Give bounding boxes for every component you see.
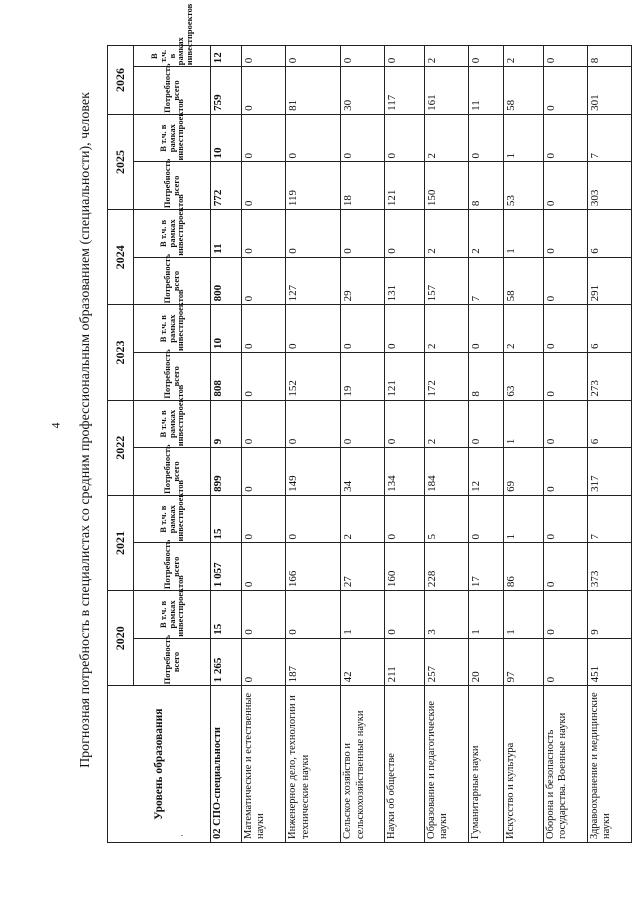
demand-total-header: Потребность всего — [134, 352, 211, 400]
investment-demand-cell: 0 — [285, 591, 340, 639]
investment-demand-cell: 1 — [468, 591, 503, 639]
table-row — [587, 46, 631, 843]
investment-demand-cell: 0 — [241, 210, 285, 258]
investment-demand-header: В т.ч. в рамках инвестпроектов — [134, 46, 211, 67]
demand-total-header: Потребность всего — [134, 448, 211, 496]
investment-demand-cell: 15 — [211, 495, 242, 543]
year-header: 2026 — [108, 46, 134, 115]
investment-demand-cell: 7 — [587, 495, 631, 543]
investment-demand-cell: 0 — [385, 46, 425, 67]
investment-demand-cell: 2 — [424, 114, 468, 162]
investment-demand-cell: 2 — [468, 210, 503, 258]
demand-total-cell: 27 — [341, 543, 385, 591]
demand-total-cell: 161 — [424, 67, 468, 115]
row-label: Гуманитарные науки — [468, 686, 503, 843]
investment-demand-cell: 0 — [341, 400, 385, 448]
investment-demand-cell: 2 — [341, 495, 385, 543]
year-header: 2022 — [108, 400, 134, 495]
demand-total-cell: 117 — [385, 67, 425, 115]
investment-demand-cell: 10 — [211, 305, 242, 353]
investment-demand-cell: 1 — [341, 591, 385, 639]
investment-demand-cell: 0 — [385, 400, 425, 448]
demand-total-cell: 127 — [285, 257, 340, 305]
investment-demand-cell: 9 — [587, 591, 631, 639]
investment-demand-cell: 0 — [468, 114, 503, 162]
demand-total-cell: 160 — [385, 543, 425, 591]
investment-demand-cell: 0 — [241, 46, 285, 67]
investment-demand-cell: 0 — [468, 46, 503, 67]
investment-demand-cell: 0 — [543, 114, 587, 162]
investment-demand-cell: 0 — [341, 46, 385, 67]
demand-total-cell: 30 — [341, 67, 385, 115]
investment-demand-header: В т.ч. в рамках инвестпроектов — [134, 400, 211, 448]
demand-total-cell: 301 — [587, 67, 631, 115]
demand-total-cell: 0 — [241, 448, 285, 496]
investment-demand-header: В т.ч. в рамках инвестпроектов — [134, 495, 211, 543]
investment-demand-cell: 1 — [504, 114, 544, 162]
investment-demand-cell: 12 — [211, 46, 242, 67]
investment-demand-cell: 2 — [424, 305, 468, 353]
year-header: 2021 — [108, 495, 134, 590]
year-header: 2020 — [108, 591, 134, 686]
investment-demand-cell: 0 — [543, 591, 587, 639]
demand-total-cell: 18 — [341, 162, 385, 210]
table-row — [543, 46, 587, 843]
investment-demand-cell: 0 — [385, 210, 425, 258]
investment-demand-cell: 6 — [587, 305, 631, 353]
demand-total-cell: 1 265 — [211, 638, 242, 686]
row-label: Математические и естественные науки — [241, 686, 285, 843]
demand-total-cell: 257 — [424, 638, 468, 686]
investment-demand-cell: 0 — [385, 114, 425, 162]
year-header: 2024 — [108, 210, 134, 305]
demand-total-cell: 172 — [424, 352, 468, 400]
investment-demand-header: В т.ч. в рамках инвестпроектов — [134, 114, 211, 162]
demand-total-cell: 0 — [241, 543, 285, 591]
year-header: 2025 — [108, 114, 134, 209]
demand-total-cell: 19 — [341, 352, 385, 400]
investment-demand-cell: 0 — [543, 400, 587, 448]
demand-total-cell: 211 — [385, 638, 425, 686]
demand-total-cell: 119 — [285, 162, 340, 210]
demand-total-cell: 273 — [587, 352, 631, 400]
investment-demand-cell: 1 — [504, 400, 544, 448]
investment-demand-cell: 1 — [504, 210, 544, 258]
row-label: Образование и педагогические науки — [424, 686, 468, 843]
demand-total-cell: 81 — [285, 67, 340, 115]
demand-total-cell: 0 — [543, 352, 587, 400]
demand-total-cell: 12 — [468, 448, 503, 496]
demand-total-cell: 58 — [504, 257, 544, 305]
investment-demand-cell: 0 — [543, 210, 587, 258]
demand-total-cell: 0 — [241, 638, 285, 686]
table-row — [285, 46, 340, 843]
demand-total-cell: 0 — [543, 67, 587, 115]
demand-total-cell: 187 — [285, 638, 340, 686]
table-body — [211, 46, 632, 843]
investment-demand-cell: 0 — [285, 495, 340, 543]
investment-demand-header: В т.ч. в рамках инвестпроектов — [134, 210, 211, 258]
forecast-table — [107, 3, 632, 843]
investment-demand-cell: 0 — [241, 305, 285, 353]
demand-total-cell: 42 — [341, 638, 385, 686]
table-row — [424, 46, 468, 843]
investment-demand-cell: 0 — [285, 46, 340, 67]
table-row — [504, 46, 544, 843]
investment-demand-cell: 0 — [468, 495, 503, 543]
demand-total-cell: 808 — [211, 352, 242, 400]
demand-total-cell: 451 — [587, 638, 631, 686]
demand-total-cell: 0 — [543, 257, 587, 305]
demand-total-cell: 1 057 — [211, 543, 242, 591]
investment-demand-cell: 2 — [424, 46, 468, 67]
demand-total-cell: 317 — [587, 448, 631, 496]
investment-demand-cell: 9 — [211, 400, 242, 448]
demand-total-cell: 228 — [424, 543, 468, 591]
demand-total-cell: 0 — [543, 543, 587, 591]
investment-demand-cell: 0 — [385, 591, 425, 639]
table-row — [341, 46, 385, 843]
demand-total-cell: 20 — [468, 638, 503, 686]
row-label: Искусство и культура — [504, 686, 544, 843]
demand-total-cell: 8 — [468, 352, 503, 400]
rotated-table-frame — [107, 3, 632, 843]
investment-demand-cell: 5 — [424, 495, 468, 543]
document-title-text: Прогнозная потребность в специалистах со средним профессиональным образованием (специальности), человек — [78, 92, 93, 768]
row-label: Инженерное дело, технологии и технические науки — [285, 686, 340, 843]
demand-total-cell: 291 — [587, 257, 631, 305]
demand-total-header: Потребность всего — [134, 257, 211, 305]
investment-demand-cell: 0 — [285, 400, 340, 448]
demand-total-cell: 69 — [504, 448, 544, 496]
investment-demand-cell: 1 — [504, 495, 544, 543]
demand-total-cell: 0 — [543, 448, 587, 496]
demand-total-cell: 303 — [587, 162, 631, 210]
investment-demand-cell: 6 — [587, 210, 631, 258]
investment-demand-cell: 0 — [385, 495, 425, 543]
demand-total-cell: 8 — [468, 162, 503, 210]
level-column-header: Уровень образования — [108, 686, 211, 843]
total-row — [211, 46, 242, 843]
investment-demand-cell: 0 — [543, 305, 587, 353]
demand-total-cell: 149 — [285, 448, 340, 496]
investment-demand-cell: 0 — [241, 495, 285, 543]
row-label: 02 СПО-специальности — [211, 686, 242, 843]
investment-demand-cell: 0 — [543, 46, 587, 67]
investment-demand-cell: 0 — [285, 210, 340, 258]
investment-demand-cell: 0 — [241, 591, 285, 639]
demand-total-cell: 759 — [211, 67, 242, 115]
investment-demand-cell: 0 — [285, 305, 340, 353]
demand-total-cell: 150 — [424, 162, 468, 210]
investment-demand-cell: 7 — [587, 114, 631, 162]
demand-total-cell: 0 — [543, 162, 587, 210]
investment-demand-cell: 0 — [241, 400, 285, 448]
demand-total-cell: 157 — [424, 257, 468, 305]
page-number: 4 — [48, 422, 63, 429]
table-container — [107, 3, 632, 843]
document-title — [80, 52, 92, 808]
investment-demand-cell: 0 — [543, 495, 587, 543]
investment-demand-cell: 6 — [587, 400, 631, 448]
investment-demand-cell: 2 — [504, 305, 544, 353]
demand-total-cell: 899 — [211, 448, 242, 496]
demand-total-cell: 7 — [468, 257, 503, 305]
demand-total-cell: 29 — [341, 257, 385, 305]
investment-demand-cell: 8 — [587, 46, 631, 67]
demand-total-cell: 131 — [385, 257, 425, 305]
row-label: Сельское хозяйство и сельскохозяйственные науки — [341, 686, 385, 843]
demand-total-cell: 34 — [341, 448, 385, 496]
demand-total-header: Потребность всего — [134, 543, 211, 591]
investment-demand-cell: 0 — [241, 114, 285, 162]
investment-demand-cell: 0 — [341, 114, 385, 162]
investment-demand-cell: 0 — [341, 305, 385, 353]
demand-total-header: Потребность всего — [134, 67, 211, 115]
demand-total-cell: 0 — [543, 638, 587, 686]
investment-demand-cell: 0 — [468, 400, 503, 448]
investment-demand-cell: 1 — [504, 591, 544, 639]
year-header-row — [108, 46, 134, 843]
demand-total-cell: 121 — [385, 162, 425, 210]
demand-total-cell: 800 — [211, 257, 242, 305]
demand-total-cell: 53 — [504, 162, 544, 210]
demand-total-cell: 152 — [285, 352, 340, 400]
demand-total-header: Потребность всего — [134, 638, 211, 686]
demand-total-cell: 0 — [241, 67, 285, 115]
demand-total-cell: 0 — [241, 162, 285, 210]
investment-demand-header: В т.ч. в рамках инвестпроектов — [134, 591, 211, 639]
table-row — [241, 46, 285, 843]
demand-total-header: Потребность всего — [134, 162, 211, 210]
row-label: Науки об обществе — [385, 686, 425, 843]
investment-demand-cell: 2 — [504, 46, 544, 67]
demand-total-cell: 166 — [285, 543, 340, 591]
investment-demand-cell: 11 — [211, 210, 242, 258]
row-label: Здравоохранение и медицинские науки — [587, 686, 631, 843]
table-row — [468, 46, 503, 843]
demand-total-cell: 373 — [587, 543, 631, 591]
investment-demand-cell: 15 — [211, 591, 242, 639]
demand-total-cell: 0 — [241, 257, 285, 305]
year-header: 2023 — [108, 305, 134, 400]
demand-total-cell: 134 — [385, 448, 425, 496]
demand-total-cell: 772 — [211, 162, 242, 210]
demand-total-cell: 0 — [241, 352, 285, 400]
demand-total-cell: 121 — [385, 352, 425, 400]
investment-demand-cell: 10 — [211, 114, 242, 162]
demand-total-cell: 17 — [468, 543, 503, 591]
investment-demand-cell: 0 — [468, 305, 503, 353]
investment-demand-cell: 2 — [424, 210, 468, 258]
demand-total-cell: 97 — [504, 638, 544, 686]
demand-total-cell: 58 — [504, 67, 544, 115]
investment-demand-cell: 0 — [285, 114, 340, 162]
investment-demand-cell: 3 — [424, 591, 468, 639]
investment-demand-header: В т.ч. в рамках инвестпроектов — [134, 305, 211, 353]
table-row — [385, 46, 425, 843]
investment-demand-cell: 0 — [341, 210, 385, 258]
demand-total-cell: 86 — [504, 543, 544, 591]
demand-total-cell: 63 — [504, 352, 544, 400]
investment-demand-cell: 2 — [424, 400, 468, 448]
demand-total-cell: 11 — [468, 67, 503, 115]
row-label: Оборона и безопасность государства. Военные науки — [543, 686, 587, 843]
investment-demand-cell: 0 — [385, 305, 425, 353]
demand-total-cell: 184 — [424, 448, 468, 496]
